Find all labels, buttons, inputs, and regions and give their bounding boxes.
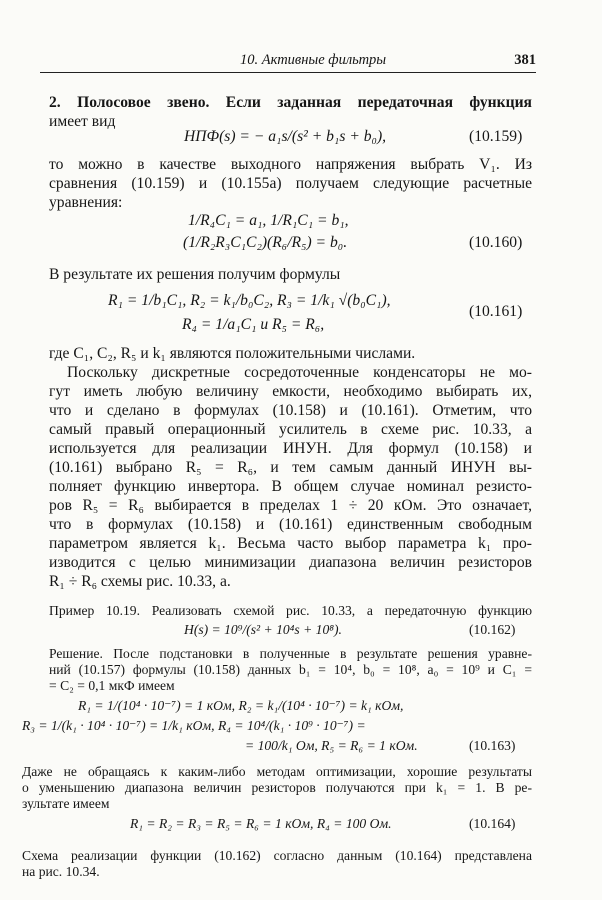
text-line: что и сделано в формулах (10.158) и (10.161). Отметим, что: [49, 402, 532, 419]
solution-line: Решение. После подстановки в полученные в результате решения уравне-: [49, 646, 532, 661]
page-number: 381: [514, 52, 536, 68]
equation-10-160-line1: 1/R₄C₁ = a₁, 1/R₁C₁ = b₁,: [188, 212, 349, 229]
equation-10-163-line3: = 100/k₁ Ом, R₅ = R₆ = 1 кОм.: [245, 738, 418, 753]
text-line: полняет функцию инвертора. В общем случае номинал резисто-: [49, 478, 532, 495]
text-line: ров R₅ = R₆ выбирается в пределах 1 ÷ 20 кОм. Это означает,: [49, 497, 532, 514]
equation-10-160-line2: (1/R₂R₃C₁C₂)(R₆/R₅) = b₀.: [183, 234, 348, 251]
equation-10-164: R₁ = R₂ = R₃ = R₅ = R₆ = 1 кОм, R₄ = 100 Ом.: [130, 816, 392, 831]
text-line: на рис. 10.34.: [22, 864, 100, 879]
text-line: самый правый операционный усилитель в схеме рис. 10.33, а: [49, 421, 532, 438]
equation-number: (10.161): [469, 303, 523, 320]
text-line: Даже не обращаясь к каким-либо методам оптимизации, хорошие результаты: [22, 764, 532, 779]
text-line: Поскольку дискретные сосредоточенные конденсаторы не мо-: [67, 364, 532, 381]
text-line: уравнения:: [49, 194, 123, 211]
equation-number: (10.164): [469, 816, 516, 831]
equation-10-161-line2: R₄ = 1/a₁C₁ и R₅ = R₆,: [182, 316, 325, 333]
equation-number: (10.159): [469, 128, 523, 145]
text-line: имеет вид: [49, 113, 116, 130]
text-line: что в формулах (10.158) и (10.161) единственным свободным: [49, 516, 532, 533]
text-line: зультате имеем: [22, 796, 110, 811]
equation-number: (10.163): [469, 738, 516, 753]
text-line: гут иметь любую величину емкости, необходимо выбирать их,: [49, 383, 532, 400]
text-line: о уменьшению диапазона величин резисторов получаются при k₁ = 1. В ре-: [22, 780, 532, 795]
equation-number: (10.162): [469, 622, 516, 637]
running-header: [40, 50, 536, 73]
equation-10-161-line1: R₁ = 1/b₁C₁, R₂ = k₁/b₀C₂, R₃ = 1/k₁ √(b₀C₁),: [108, 292, 391, 309]
equation-10-163-line2: R₃ = 1/(k₁ · 10⁴ · 10⁻⁷) = 1/k₁ кОм, R₄ = 10⁴/(k₁ · 10⁹ · 10⁻⁷) =: [22, 718, 366, 733]
example-heading-line: Пример 10.19. Реализовать схемой рис. 10.33, а передаточную функцию: [49, 603, 532, 618]
solution-line: ний (10.157) формулы (10.158) данных b₁ = 10⁴, b₀ = 10⁸, a₀ = 10⁹ и C₁ =: [49, 662, 532, 677]
text-line: (10.161) выбрано R₅ = R₆, и тем самым данный ИНУН вы-: [49, 459, 532, 476]
text-line: сравнения (10.159) и (10.155а) получаем следующие расчетные: [49, 175, 532, 192]
equation-10-162: H(s) = 10⁹/(s² + 10⁴s + 10⁸).: [184, 622, 342, 637]
text-line: где C₁, C₂, R₅ и k₁ являются положительными числами.: [49, 345, 416, 362]
text-line: то можно в качестве выходного напряжения выбрать V₁. Из: [49, 156, 532, 173]
text-line: R₁ ÷ R₆ схемы рис. 10.33, а.: [49, 573, 231, 590]
section-heading-line: 2. Полосовое звено. Если заданная передаточная функция: [49, 94, 532, 111]
text-line: параметром является k₁. Весьма часто выбор параметра k₁ про-: [49, 535, 532, 552]
equation-10-163-line1: R₁ = 1/(10⁴ · 10⁻⁷) = 1 кОм, R₂ = k₁/(10⁴ · 10⁻⁷) = k₁ кОм,: [78, 698, 404, 713]
text-line: используется для реализации ИНУН. Для формул (10.158) и: [49, 440, 532, 457]
text-line: В результате их решения получим формулы: [49, 266, 341, 283]
solution-line: = C₂ = 0,1 мкФ имеем: [49, 678, 175, 693]
equation-10-159: HПФ(s) = − a₁s/(s² + b₁s + b₀),: [184, 128, 387, 145]
text-line: изводится с целью минимизации диапазона величин резисторов: [49, 554, 532, 571]
text-line: Схема реализации функции (10.162) согласно данным (10.164) представлена: [22, 848, 532, 863]
equation-number: (10.160): [469, 234, 523, 251]
running-title: 10. Активные фильтры: [240, 52, 387, 68]
